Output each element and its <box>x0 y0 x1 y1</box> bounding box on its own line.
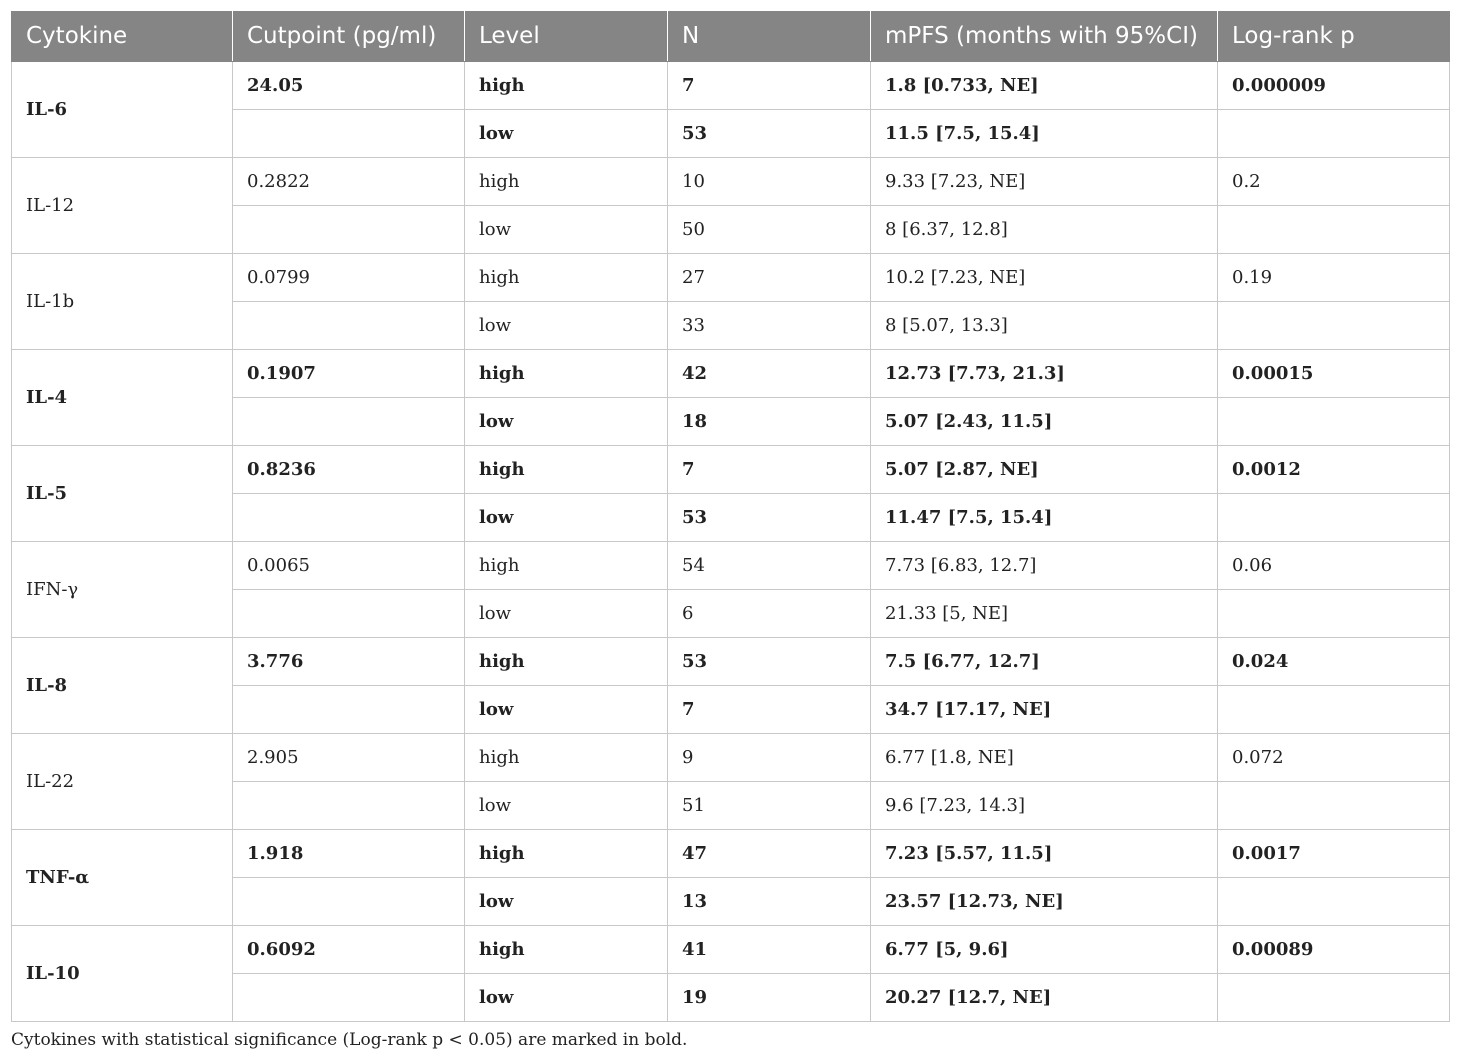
level-cell: low <box>465 686 668 734</box>
mpfs-cell: 9.33 [7.23, NE] <box>871 158 1218 206</box>
cutpoint-cell-empty <box>233 302 465 350</box>
level-cell: high <box>465 350 668 398</box>
cutpoint-cell-empty <box>233 398 465 446</box>
cutpoint-cell: 3.776 <box>233 638 465 686</box>
n-cell: 50 <box>668 206 871 254</box>
n-cell: 51 <box>668 782 871 830</box>
level-cell: low <box>465 974 668 1022</box>
pvalue-cell-empty <box>1218 590 1450 638</box>
pvalue-cell-empty <box>1218 878 1450 926</box>
mpfs-cell: 9.6 [7.23, 14.3] <box>871 782 1218 830</box>
pvalue-cell: 0.00089 <box>1218 926 1450 974</box>
n-cell: 7 <box>668 686 871 734</box>
mpfs-cell: 10.2 [7.23, NE] <box>871 254 1218 302</box>
header-mpfs: mPFS (months with 95%CI) <box>871 11 1218 62</box>
pvalue-cell-empty <box>1218 110 1450 158</box>
level-cell: low <box>465 590 668 638</box>
cutpoint-cell-empty <box>233 878 465 926</box>
level-cell: low <box>465 878 668 926</box>
mpfs-cell: 20.27 [12.7, NE] <box>871 974 1218 1022</box>
pvalue-cell: 0.0017 <box>1218 830 1450 878</box>
level-cell: low <box>465 206 668 254</box>
pvalue-cell-empty <box>1218 782 1450 830</box>
cytokine-cell: IL-6 <box>12 62 233 158</box>
header-cutpoint: Cutpoint (pg/ml) <box>233 11 465 62</box>
cutpoint-cell-empty <box>233 110 465 158</box>
header-n: N <box>668 11 871 62</box>
pvalue-cell: 0.2 <box>1218 158 1450 206</box>
level-cell: high <box>465 830 668 878</box>
pvalue-cell-empty <box>1218 974 1450 1022</box>
pvalue-cell-empty <box>1218 206 1450 254</box>
n-cell: 53 <box>668 638 871 686</box>
cutpoint-cell: 24.05 <box>233 62 465 110</box>
n-cell: 53 <box>668 110 871 158</box>
table-row <box>12 542 1450 590</box>
level-cell: high <box>465 638 668 686</box>
pvalue-cell: 0.00015 <box>1218 350 1450 398</box>
n-cell: 19 <box>668 974 871 1022</box>
pvalue-cell: 0.06 <box>1218 542 1450 590</box>
table-row <box>12 830 1450 878</box>
n-cell: 33 <box>668 302 871 350</box>
cutpoint-cell-empty <box>233 782 465 830</box>
cytokine-table-container <box>11 11 1449 1022</box>
n-cell: 54 <box>668 542 871 590</box>
cytokine-cell: IL-10 <box>12 926 233 1022</box>
pvalue-cell: 0.0012 <box>1218 446 1450 494</box>
level-cell: high <box>465 734 668 782</box>
n-cell: 27 <box>668 254 871 302</box>
cutpoint-cell: 0.2822 <box>233 158 465 206</box>
table-row <box>12 62 1450 110</box>
header-cytokine: Cytokine <box>12 11 233 62</box>
mpfs-cell: 11.47 [7.5, 15.4] <box>871 494 1218 542</box>
n-cell: 7 <box>668 62 871 110</box>
cutpoint-cell-empty <box>233 590 465 638</box>
mpfs-cell: 21.33 [5, NE] <box>871 590 1218 638</box>
cutpoint-cell: 0.6092 <box>233 926 465 974</box>
level-cell: high <box>465 158 668 206</box>
cytokine-cell: IFN-γ <box>12 542 233 638</box>
header-logrank-p: Log-rank p <box>1218 11 1450 62</box>
cytokine-cell: IL-1b <box>12 254 233 350</box>
n-cell: 10 <box>668 158 871 206</box>
pvalue-cell: 0.000009 <box>1218 62 1450 110</box>
table-row <box>12 254 1450 302</box>
cutpoint-cell: 0.0065 <box>233 542 465 590</box>
n-cell: 47 <box>668 830 871 878</box>
mpfs-cell: 7.5 [6.77, 12.7] <box>871 638 1218 686</box>
table-row <box>12 926 1450 974</box>
n-cell: 53 <box>668 494 871 542</box>
cutpoint-cell-empty <box>233 206 465 254</box>
n-cell: 18 <box>668 398 871 446</box>
cytokine-cell: IL-4 <box>12 350 233 446</box>
pvalue-cell-empty <box>1218 302 1450 350</box>
cytokine-cell: TNF-α <box>12 830 233 926</box>
cutpoint-cell: 0.1907 <box>233 350 465 398</box>
mpfs-cell: 8 [5.07, 13.3] <box>871 302 1218 350</box>
cytokine-cell: IL-12 <box>12 158 233 254</box>
n-cell: 13 <box>668 878 871 926</box>
table-body <box>12 62 1450 1022</box>
pvalue-cell: 0.072 <box>1218 734 1450 782</box>
level-cell: high <box>465 542 668 590</box>
pvalue-cell-empty <box>1218 686 1450 734</box>
cutpoint-cell: 2.905 <box>233 734 465 782</box>
level-cell: low <box>465 302 668 350</box>
level-cell: low <box>465 494 668 542</box>
cytokine-table <box>11 11 1450 1022</box>
mpfs-cell: 12.73 [7.73, 21.3] <box>871 350 1218 398</box>
cutpoint-cell-empty <box>233 686 465 734</box>
pvalue-cell-empty <box>1218 398 1450 446</box>
mpfs-cell: 7.73 [6.83, 12.7] <box>871 542 1218 590</box>
n-cell: 6 <box>668 590 871 638</box>
mpfs-cell: 34.7 [17.17, NE] <box>871 686 1218 734</box>
table-row <box>12 350 1450 398</box>
cutpoint-cell-empty <box>233 974 465 1022</box>
mpfs-cell: 11.5 [7.5, 15.4] <box>871 110 1218 158</box>
level-cell: high <box>465 62 668 110</box>
header-level: Level <box>465 11 668 62</box>
cutpoint-cell: 1.918 <box>233 830 465 878</box>
mpfs-cell: 6.77 [1.8, NE] <box>871 734 1218 782</box>
n-cell: 7 <box>668 446 871 494</box>
pvalue-cell: 0.19 <box>1218 254 1450 302</box>
mpfs-cell: 23.57 [12.73, NE] <box>871 878 1218 926</box>
pvalue-cell-empty <box>1218 494 1450 542</box>
table-row <box>12 638 1450 686</box>
level-cell: low <box>465 782 668 830</box>
n-cell: 42 <box>668 350 871 398</box>
mpfs-cell: 5.07 [2.43, 11.5] <box>871 398 1218 446</box>
level-cell: high <box>465 446 668 494</box>
level-cell: high <box>465 926 668 974</box>
cytokine-cell: IL-22 <box>12 734 233 830</box>
pvalue-cell: 0.024 <box>1218 638 1450 686</box>
mpfs-cell: 6.77 [5, 9.6] <box>871 926 1218 974</box>
table-row <box>12 158 1450 206</box>
mpfs-cell: 7.23 [5.57, 11.5] <box>871 830 1218 878</box>
level-cell: high <box>465 254 668 302</box>
cutpoint-cell: 0.8236 <box>233 446 465 494</box>
cytokine-cell: IL-5 <box>12 446 233 542</box>
n-cell: 9 <box>668 734 871 782</box>
table-footnote: Cytokines with statistical significance (Log-rank p < 0.05) are marked in bold. <box>11 1030 688 1050</box>
cutpoint-cell: 0.0799 <box>233 254 465 302</box>
table-row <box>12 446 1450 494</box>
n-cell: 41 <box>668 926 871 974</box>
table-row <box>12 734 1450 782</box>
level-cell: low <box>465 398 668 446</box>
cytokine-cell: IL-8 <box>12 638 233 734</box>
level-cell: low <box>465 110 668 158</box>
mpfs-cell: 8 [6.37, 12.8] <box>871 206 1218 254</box>
mpfs-cell: 5.07 [2.87, NE] <box>871 446 1218 494</box>
cutpoint-cell-empty <box>233 494 465 542</box>
header-row <box>12 11 1450 62</box>
mpfs-cell: 1.8 [0.733, NE] <box>871 62 1218 110</box>
